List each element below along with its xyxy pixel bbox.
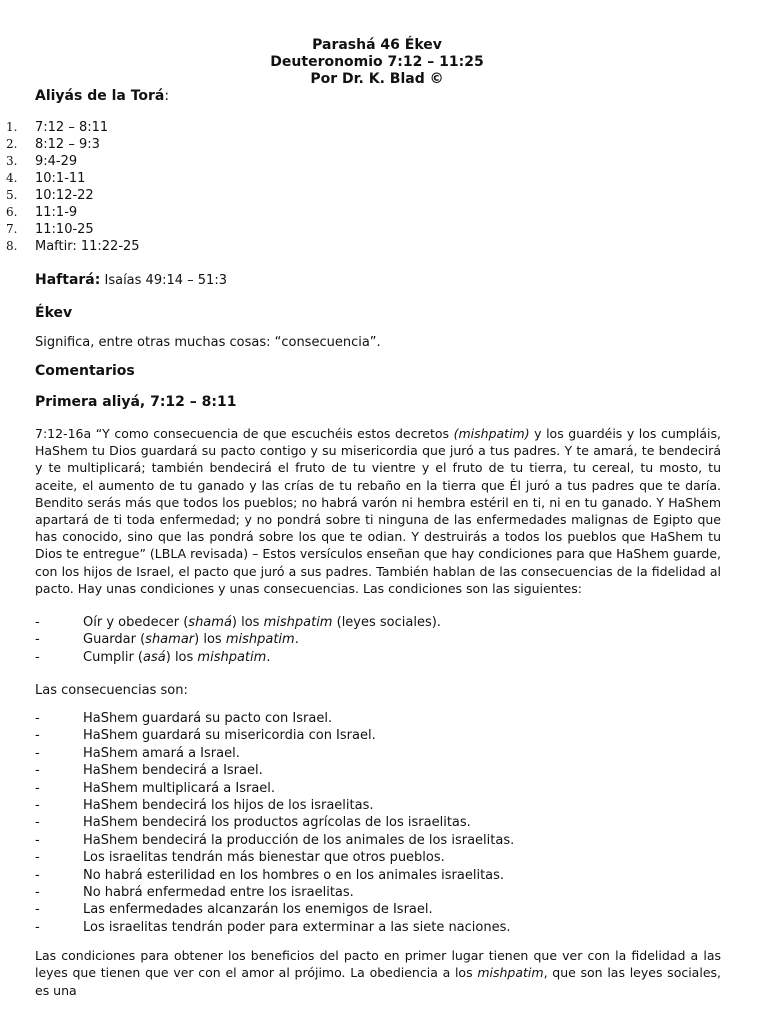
consequence-text: HaShem bendecirá a Israel.	[83, 763, 263, 779]
consequences-intro: Las consecuencias son:	[35, 683, 188, 698]
consequence-text: HaShem bendecirá los productos agrícolas de los israelitas.	[83, 815, 471, 831]
consequence-text: Los israelitas tendrán poder para exterminar a las siete naciones.	[83, 919, 511, 935]
bullet-dash: -	[35, 815, 40, 831]
consequence-text: Las enfermedades alcanzarán los enemigos de Israel.	[83, 902, 433, 918]
closing-text: Las condiciones para obtener los beneficios del pacto en primer lugar tienen que ver con la fidelidad a las leyes que tienen que ver con el amor al prójimo. La obediencia a los	[35, 948, 721, 981]
consequence-item	[0, 745, 760, 762]
conditions-list	[0, 614, 760, 666]
bullet-dash: -	[35, 615, 40, 630]
bullet-dash: -	[35, 919, 40, 935]
aliyot-heading-text: Aliyás de la Torá	[35, 88, 165, 104]
ekev-heading: Ékev	[35, 305, 73, 321]
condition-text: Oír y obedecer (shamá) los mishpatim (leyes sociales).	[83, 615, 441, 630]
aliyah-number: 1.	[6, 120, 18, 134]
consequence-text: HaShem guardará su misericordia con Israel.	[83, 728, 376, 744]
bullet-dash: -	[35, 850, 40, 866]
closing-paragraph	[35, 947, 721, 999]
consequence-item	[0, 901, 760, 918]
condition-item	[0, 614, 760, 631]
bullet-dash: -	[35, 728, 40, 744]
ekev-meaning: Significa, entre otras muchas cosas: “consecuencia”.	[35, 335, 381, 350]
paragraph-italic-term: (mishpatim)	[453, 426, 530, 441]
consequence-item	[0, 797, 760, 814]
bullet-dash: -	[35, 902, 40, 918]
document-header	[0, 37, 754, 88]
primera-aliya-heading: Primera aliyá, 7:12 – 8:11	[35, 394, 237, 410]
consequence-text: Los israelitas tendrán más bienestar que otros pueblos.	[83, 850, 445, 866]
condition-text: Guardar (shamar) los mishpatim.	[83, 632, 299, 648]
consequence-item	[0, 884, 760, 901]
consequence-text: No habrá esterilidad en los hombres o en los animales israelitas.	[83, 867, 505, 883]
aliyah-number: 8.	[6, 239, 18, 253]
consequence-item	[0, 780, 760, 797]
aliyah-range: 9:4-29	[35, 154, 78, 169]
bullet-dash: -	[35, 797, 40, 813]
aliyah-range: Maftir: 11:22-25	[35, 239, 140, 254]
paragraph-text: 7:12-16a “Y como consecuencia de que escuchéis estos decretos	[35, 426, 454, 441]
parasha-title: Parashá 46 Ékev	[312, 37, 442, 53]
closing-italic-term: mishpatim	[477, 965, 544, 981]
comentarios-heading: Comentarios	[35, 363, 135, 379]
consequence-item	[0, 727, 760, 744]
bullet-dash: -	[35, 832, 40, 848]
condition-text: Cumplir (asá) los mishpatim.	[83, 649, 271, 665]
condition-item	[0, 649, 760, 666]
consequence-text: HaShem bendecirá los hijos de los israelitas.	[83, 797, 374, 813]
bullet-dash: -	[35, 780, 40, 796]
aliyah-range: 7:12 – 8:11	[35, 120, 109, 135]
consequence-item	[0, 814, 760, 831]
haftara-value: Isaías 49:14 – 51:3	[100, 273, 227, 288]
aliyah-number: 5.	[6, 188, 18, 202]
bullet-dash: -	[35, 632, 40, 648]
consequence-item	[0, 867, 760, 884]
aliyah-number: 3.	[6, 154, 18, 168]
bullet-dash: -	[35, 763, 40, 779]
commentary-paragraph	[35, 425, 721, 597]
bullet-dash: -	[35, 884, 40, 900]
consequence-text: HaShem guardará su pacto con Israel.	[83, 711, 333, 726]
aliyot-heading-colon: :	[164, 88, 170, 104]
consequence-item	[0, 919, 760, 936]
aliyah-number: 7.	[6, 222, 18, 236]
consequence-text: No habrá enfermedad entre los israelitas.	[83, 884, 354, 900]
aliyah-number: 6.	[6, 205, 18, 219]
aliyah-range: 10:12-22	[35, 188, 94, 203]
consequence-text: HaShem bendecirá la producción de los animales de los israelitas.	[83, 832, 515, 848]
aliyah-range: 10:1-11	[35, 171, 86, 186]
haftara-label: Haftará:	[35, 272, 101, 288]
bullet-dash: -	[35, 649, 40, 665]
aliyah-number: 2.	[6, 137, 18, 151]
author-line: Por Dr. K. Blad ©	[310, 71, 444, 87]
bullet-dash: -	[35, 745, 40, 761]
haftara-line	[35, 272, 721, 289]
bullet-dash: -	[35, 867, 40, 883]
consequence-item	[0, 849, 760, 866]
consequence-item	[0, 710, 760, 727]
closing-text-cont: , que son las leyes sociales, es una	[35, 965, 721, 998]
condition-item	[0, 631, 760, 648]
aliyot-heading	[35, 88, 169, 105]
aliyah-range: 11:10-25	[35, 222, 94, 237]
aliyah-range: 11:1-9	[35, 205, 78, 220]
consequences-list	[0, 710, 760, 936]
aliyah-range: 8:12 – 9:3	[35, 137, 100, 152]
consequence-text: HaShem multiplicará a Israel.	[83, 780, 276, 796]
paragraph-text-cont: y los guardéis y los cumpláis, HaShem tu Dios guardará su pacto contigo y su misericordia que juró a tus padres. Y te amará, te bendecirá y te multiplicará; también bendecirá el fruto de tu vientre y el fruto de tu tierra, tu cereal, tu mosto, tu aceite, el aumento de tu ganado y las crías de tu rebaño en la tierra que Él juró a tus padres que te daría. Bendito serás más que todos los pueblos; no habrá varón ni hembra estéril en ti, ni en tu ganado. Y HaShem apartará de ti toda enfermedad; y no pondrá sobre ti ninguna de las enfermedades malignas de Egipto que has conocido, sino que las pondrá sobre los que te odian. Y destruirás a todos los pueblos que HaShem tu Dios te entregue” (LBLA revisada) – Estos versículos enseñan que hay condiciones para que HaShem guarde, con los hijos de Israel, el pacto que juró a sus padres. También hablan de las consecuencias de la fidelidad al pacto. Hay unas condiciones y unas consecuencias. Las condiciones son las siguientes:	[35, 426, 721, 596]
consequence-text: HaShem amará a Israel.	[83, 745, 240, 761]
bullet-dash: -	[35, 711, 40, 726]
aliyah-number: 4.	[6, 171, 18, 185]
consequence-item	[0, 832, 760, 849]
consequence-item	[0, 762, 760, 779]
parasha-reference: Deuteronomio 7:12 – 11:25	[270, 54, 484, 70]
